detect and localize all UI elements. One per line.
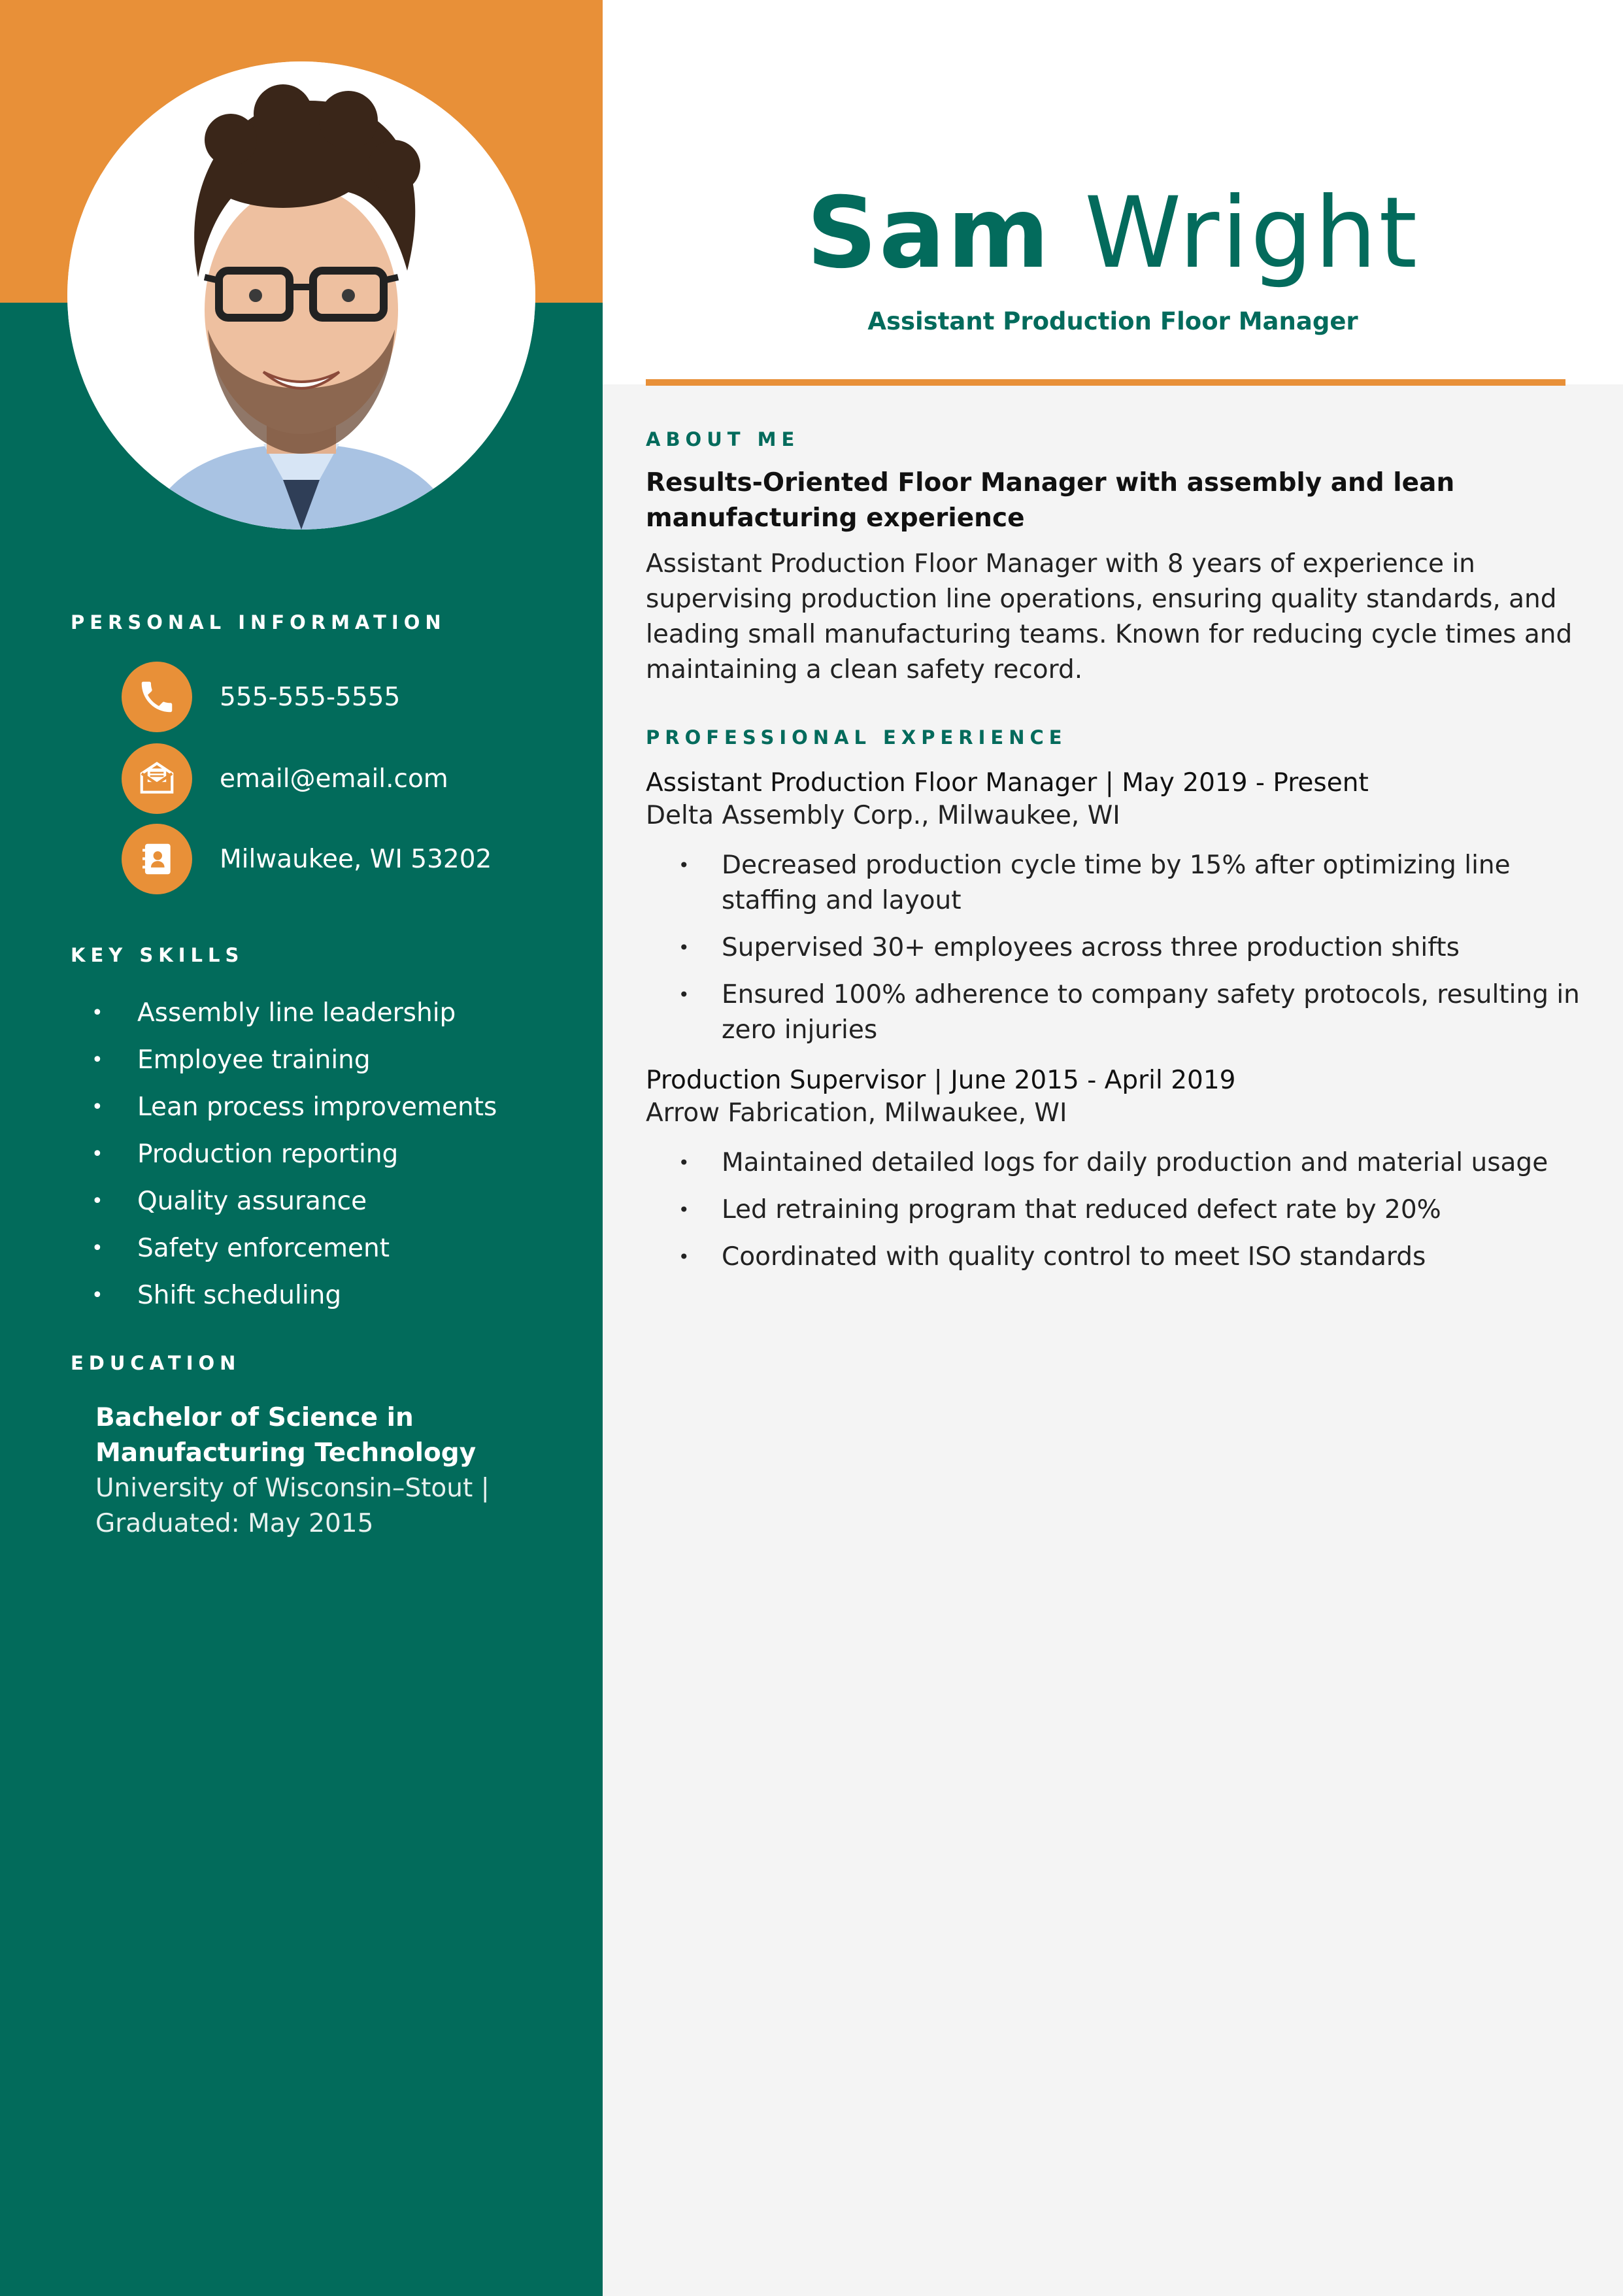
degree-line: Bachelor of Science in <box>95 1403 414 1432</box>
degree-line: Manufacturing Technology <box>95 1438 477 1468</box>
list-item: • Safety enforcement <box>92 1230 497 1277</box>
address-book-icon <box>122 824 192 894</box>
contact-email <box>122 743 448 814</box>
contact-phone-text[interactable]: 555-555-5555 <box>220 682 401 712</box>
job-company: Arrow Fabrication, Milwaukee, WI <box>646 1098 1067 1128</box>
job-entry <box>646 767 1600 1060</box>
about-heading: ABOUT ME <box>646 428 800 450</box>
last-name: Wright <box>1084 177 1420 290</box>
candidate-title: Assistant Production Floor Manager <box>867 307 1358 335</box>
education-heading: EDUCATION <box>71 1352 241 1374</box>
list-item: • Supervised 30+ employees across three production shifts <box>646 930 1600 966</box>
education-entry <box>95 1400 553 1542</box>
about-subheading: Results-Oriented Floor Manager with assembly and lean manufacturing experience <box>646 468 1455 533</box>
list-item: • Shift scheduling <box>92 1277 497 1325</box>
list-item: • Decreased production cycle time by 15% after optimizing line staffing and layout <box>646 848 1600 919</box>
contact-address-text: Milwaukee, WI 53202 <box>220 844 492 874</box>
first-name: Sam <box>806 177 1052 290</box>
job-title-line: Assistant Production Floor Manager | May 2019 - Present <box>646 768 1369 798</box>
list-item: • Maintained detailed logs for daily production and material usage <box>646 1145 1600 1181</box>
list-item: • Led retraining program that reduced defect rate by 20% <box>646 1192 1600 1228</box>
list-item: • Lean process improvements <box>92 1089 497 1136</box>
candidate-name <box>603 177 1623 290</box>
job-company: Delta Assembly Corp., Milwaukee, WI <box>646 801 1120 830</box>
skills-list <box>92 995 497 1325</box>
school-line: University of Wisconsin–Stout | <box>95 1474 490 1503</box>
list-item: • Employee training <box>92 1042 497 1089</box>
experience-heading: PROFESSIONAL EXPERIENCE <box>646 726 1067 749</box>
phone-icon <box>122 662 192 732</box>
list-item: • Coordinated with quality control to meet ISO standards <box>646 1240 1600 1275</box>
job-bullets <box>646 848 1600 1048</box>
list-item: • Production reporting <box>92 1136 497 1183</box>
list-item: • Assembly line leadership <box>92 995 497 1042</box>
about-body: Assistant Production Floor Manager with 8 years of experience in supervising production line operations, ensuring quality standards, and leading small manufacturing teams. Known for reducing cycle times and maintaining a clean safety record. <box>646 549 1573 684</box>
personal-info-heading: PERSONAL INFORMATION <box>71 611 446 633</box>
list-item: • Ensured 100% adherence to company safety protocols, resulting in zero injuries <box>646 977 1600 1048</box>
contact-email-text[interactable]: email@email.com <box>220 764 448 794</box>
school-line: Graduated: May 2015 <box>95 1509 374 1538</box>
envelope-icon <box>122 743 192 814</box>
job-title-line: Production Supervisor | June 2015 - April 2019 <box>646 1066 1236 1095</box>
list-item: • Quality assurance <box>92 1183 497 1230</box>
contact-phone <box>122 662 400 732</box>
header-divider <box>646 379 1565 386</box>
key-skills-heading: KEY SKILLS <box>71 944 244 966</box>
profile-photo <box>67 61 535 530</box>
job-entry <box>646 1064 1600 1287</box>
job-bullets <box>646 1145 1600 1275</box>
contact-address <box>122 824 492 894</box>
portrait-illustration <box>67 61 535 530</box>
